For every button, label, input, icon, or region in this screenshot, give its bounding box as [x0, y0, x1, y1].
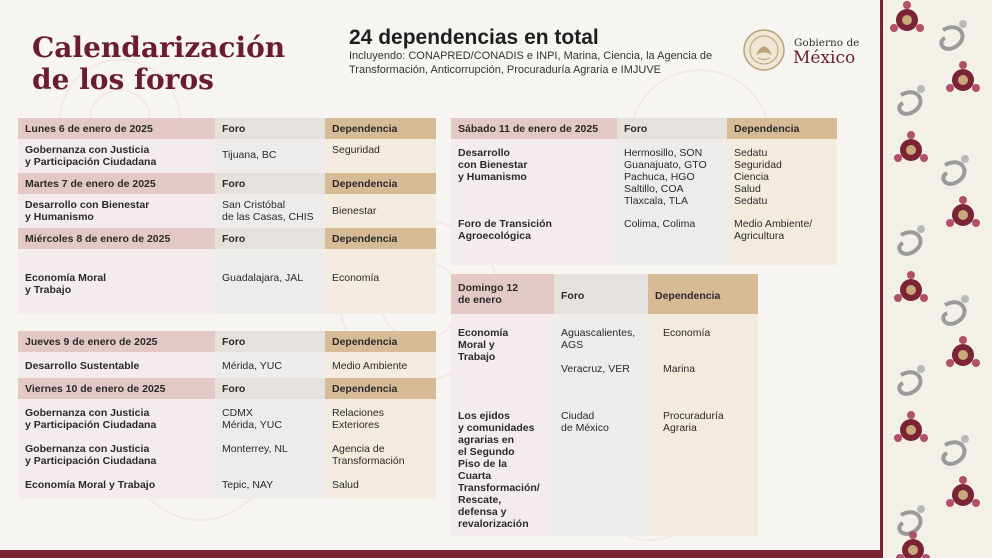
- dependencia-column: [727, 139, 837, 265]
- foro-header: Foro: [215, 228, 325, 249]
- dependencia-cell: Marina: [663, 363, 696, 375]
- day-label: Domingo 12 de enero: [451, 274, 554, 314]
- foro-header: Foro: [617, 118, 727, 139]
- title-line-1: Calendarización: [32, 31, 286, 64]
- table-row: [451, 139, 837, 265]
- foro-column: [617, 139, 727, 265]
- subline: Incluyendo: CONAPRED/CONADIS e INPI, Marina, Ciencia, la Agencia de Transformación, Anticorrupción, Procuraduría Agraria e IMJUVE: [349, 50, 713, 76]
- foro-cell: Guadalajara, JAL: [215, 249, 325, 314]
- foro-header: Foro: [215, 331, 325, 352]
- day-label: Martes 7 de enero de 2025: [18, 173, 215, 194]
- day-label: Lunes 6 de enero de 2025: [18, 118, 215, 139]
- dependencia-header: Dependencia: [648, 274, 758, 314]
- foro-header: Foro: [215, 173, 325, 194]
- dependencia-cell: Agencia de Transformación: [332, 443, 405, 467]
- foro-cell: Hermosillo, SON Guanajuato, GTO Pachuca, HGO Saltillo, COA Tlaxcala, TLA: [624, 147, 707, 207]
- dependencia-cell: Seguridad: [325, 139, 436, 173]
- page-title: [32, 32, 285, 96]
- table-row: [18, 249, 436, 314]
- dependencia-cell: Medio Ambiente: [325, 352, 436, 378]
- floral-ornament-icon: [883, 0, 992, 558]
- tema-cell: Los ejidos y comunidades agrarias en el Segundo Piso de la Cuarta Transformación/ Rescate, defensa y revalorización: [458, 410, 540, 530]
- foro-cell: Aguascalientes, AGS: [561, 327, 636, 351]
- dependencia-header: Dependencia: [727, 118, 837, 139]
- table-row: [18, 194, 436, 228]
- dependencia-header: Dependencia: [325, 173, 436, 194]
- table-row: [18, 139, 436, 173]
- schedule-table-1: [18, 118, 436, 314]
- tema-cell: Desarrollo con Bienestar y Humanismo: [458, 147, 528, 183]
- foro-header: Foro: [215, 378, 325, 399]
- table-row: [18, 399, 436, 499]
- foro-cell: San Cristóbal de las Casas, CHIS: [215, 194, 325, 228]
- foro-cell: Tepic, NAY: [222, 479, 274, 491]
- table-header-row: [18, 173, 436, 194]
- title-line-2: de los foros: [32, 63, 214, 96]
- dependencia-cell: Procuraduría Agraria: [663, 410, 724, 434]
- dependencia-cell: Medio Ambiente/ Agricultura: [734, 218, 813, 242]
- day-label: Jueves 9 de enero de 2025: [18, 331, 215, 352]
- gobierno-logo: [742, 28, 872, 74]
- table-header-row: [18, 331, 436, 352]
- tema-cell: Economía Moral y Trabajo: [18, 249, 215, 314]
- foro-cell: Ciudad de México: [561, 410, 609, 434]
- dependencia-cell: Bienestar: [325, 194, 436, 228]
- logo-line-1: Gobierno de: [794, 37, 860, 49]
- table-row: [451, 314, 758, 536]
- foro-column: [554, 314, 648, 536]
- tema-cell: Foro de Transición Agroecológica: [458, 218, 552, 242]
- tema-cell: Gobernanza con Justicia y Participación Ciudadana: [25, 407, 157, 431]
- table-row: [18, 352, 436, 378]
- tema-cell: Gobernanza con Justicia y Participación Ciudadana: [25, 443, 157, 467]
- foro-column: [215, 399, 325, 499]
- table-header-row: [18, 378, 436, 399]
- tema-column: [18, 399, 215, 499]
- dependencia-header: Dependencia: [325, 118, 436, 139]
- tema-cell: Economía Moral y Trabajo: [458, 327, 509, 363]
- dependencia-header: Dependencia: [325, 378, 436, 399]
- tema-column: [451, 314, 554, 536]
- tema-column: [451, 139, 617, 265]
- schedule-table-3: [451, 118, 837, 265]
- foro-cell: Colima, Colima: [624, 218, 696, 230]
- dependencia-column: [325, 399, 436, 499]
- dependencia-cell: Salud: [332, 479, 359, 491]
- tema-cell: Gobernanza con Justicia y Participación Ciudadana: [18, 139, 215, 173]
- dependencia-header: Dependencia: [325, 331, 436, 352]
- logo-line-2: México: [793, 48, 856, 68]
- table-header-row: [18, 118, 436, 139]
- day-label: Miércoles 8 de enero de 2025: [18, 228, 215, 249]
- dependencia-cell: Economía: [663, 327, 711, 339]
- foro-header: Foro: [215, 118, 325, 139]
- bottom-stripe: [0, 550, 880, 558]
- headline: 24 dependencias en total: [349, 26, 599, 49]
- foro-cell: Tijuana, BC: [215, 139, 325, 173]
- tema-cell: Desarrollo con Bienestar y Humanismo: [18, 194, 215, 228]
- dependencia-column: [648, 314, 758, 536]
- foro-cell: Monterrey, NL: [222, 443, 288, 455]
- tema-cell: Desarrollo Sustentable: [18, 352, 215, 378]
- table-header-row: [18, 228, 436, 249]
- schedule-table-4: [451, 274, 758, 536]
- schedule-table-2: [18, 331, 436, 499]
- table-header-row: [451, 274, 758, 314]
- tema-cell: Economía Moral y Trabajo: [25, 479, 156, 491]
- foro-cell: Veracruz, VER: [561, 363, 630, 375]
- dependencia-cell: Relaciones Exteriores: [332, 407, 384, 431]
- day-label: Viernes 10 de enero de 2025: [18, 378, 215, 399]
- dependencia-cell: Economía: [325, 249, 436, 314]
- dependencia-cell: Sedatu Seguridad Ciencia Salud Sedatu: [734, 147, 782, 207]
- eagle-seal-icon: [742, 28, 786, 72]
- foro-cell: CDMX Mérida, YUC: [222, 407, 282, 431]
- dependencia-header: Dependencia: [325, 228, 436, 249]
- day-label: Sábado 11 de enero de 2025: [451, 118, 617, 139]
- ornament-border: [880, 0, 992, 558]
- table-header-row: [451, 118, 837, 139]
- foro-header: Foro: [554, 274, 648, 314]
- foro-cell: Mérida, YUC: [215, 352, 325, 378]
